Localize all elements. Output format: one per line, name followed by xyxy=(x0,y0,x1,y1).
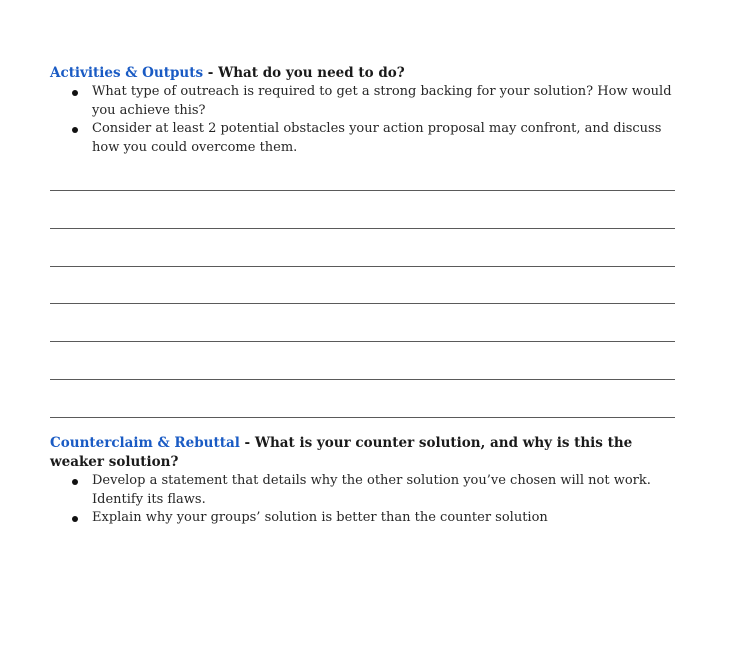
bullet-icon xyxy=(72,479,78,485)
bullet-item xyxy=(70,472,680,509)
counterclaim-rebuttal-section xyxy=(50,434,680,528)
answer-line xyxy=(50,266,675,267)
bullet-icon xyxy=(72,127,78,133)
bullet-item xyxy=(70,83,680,120)
activities-outputs-bullet-list xyxy=(50,83,680,157)
bullet-item xyxy=(70,120,680,157)
answer-line xyxy=(50,190,675,191)
counterclaim-rebuttal-question: - What is your counter solution, and why is this the weaker solution? xyxy=(50,435,633,470)
activities-outputs-heading xyxy=(50,64,680,83)
answer-line xyxy=(50,303,675,304)
answer-line xyxy=(50,341,675,342)
bullet-text: Develop a statement that details why the other solution you’ve chosen will not work. Identify its flaws. xyxy=(92,473,651,507)
bullet-icon xyxy=(72,516,78,522)
counterclaim-rebuttal-bullet-list xyxy=(50,472,680,528)
answer-line xyxy=(50,228,675,229)
counterclaim-rebuttal-heading xyxy=(50,434,680,472)
activities-outputs-label: Activities & Outputs xyxy=(50,65,204,81)
bullet-item xyxy=(70,509,680,528)
activities-outputs-section xyxy=(50,64,680,157)
answer-line xyxy=(50,417,675,418)
bullet-text: What type of outreach is required to get a strong backing for your solution? How would you achieve this? xyxy=(92,84,672,118)
bullet-text: Explain why your groups’ solution is better than the counter solution xyxy=(92,510,548,525)
bullet-icon xyxy=(72,90,78,96)
counterclaim-rebuttal-label: Counterclaim & Rebuttal xyxy=(50,435,240,451)
answer-lines xyxy=(50,190,675,455)
activities-outputs-question: - What do you need to do? xyxy=(203,65,405,81)
bullet-text: Consider at least 2 potential obstacles your action proposal may confront, and discuss how you could overcome them. xyxy=(92,121,662,155)
answer-line xyxy=(50,379,675,380)
